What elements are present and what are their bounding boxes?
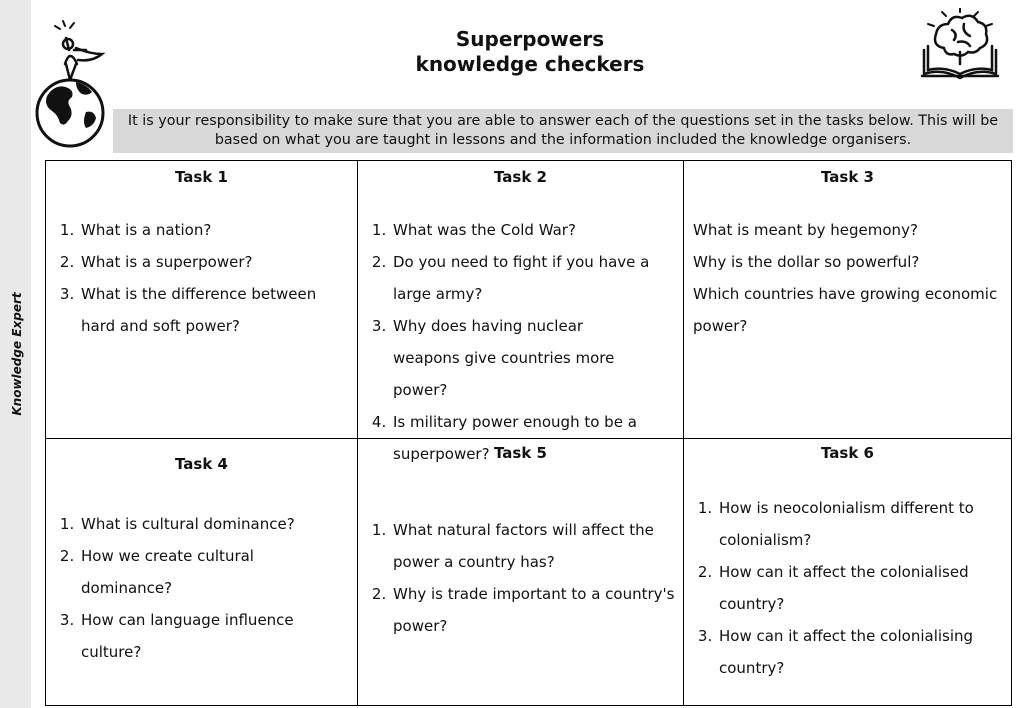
question-list xyxy=(358,514,677,642)
task-cell-5 xyxy=(357,438,683,705)
question-item: 2. How we create cultural dominance? xyxy=(79,540,349,604)
task-title: Task 6 xyxy=(821,444,874,462)
task-cell-4 xyxy=(46,438,357,705)
task-title: Task 1 xyxy=(175,168,228,186)
task-title: Task 4 xyxy=(175,455,228,473)
page-title xyxy=(380,27,680,77)
task-grid xyxy=(45,160,1012,706)
task-cell-6 xyxy=(683,438,1011,705)
question-item: 1. How is neocolonialism different to colonialism? xyxy=(717,492,997,556)
intro-text: It is your responsibility to make sure that you are able to answer each of the questions set in the tasks below. This will be based on what you are taught in lessons and the information included the knowledge organisers. xyxy=(113,109,1013,153)
question-item: 1. What was the Cold War? xyxy=(391,214,653,246)
question-item: 3. What is the difference between hard and soft power? xyxy=(79,278,327,342)
task-cell-1 xyxy=(46,161,357,438)
question-list xyxy=(46,214,327,342)
question-item: Why is the dollar so powerful? xyxy=(693,253,920,271)
question-item: 4. Is military power enough to be a superpower? xyxy=(391,406,653,470)
question-item: 1. What is cultural dominance? xyxy=(79,508,349,540)
question-item: 1. What is a nation? xyxy=(79,214,327,246)
title-line-1: Superpowers xyxy=(455,27,605,51)
brain-book-icon xyxy=(918,8,1002,84)
question-item: 3. How can it affect the colonialising country? xyxy=(717,620,997,684)
question-item: Which countries have growing economic power? xyxy=(693,285,998,335)
question-list xyxy=(358,214,653,470)
task-title: Task 5 xyxy=(494,444,547,462)
question-item: 3. How can language influence culture? xyxy=(79,604,349,668)
question-item: 2. Do you need to fight if you have a large army? xyxy=(391,246,653,310)
question-item: 3. Why does having nuclear weapons give countries more power? xyxy=(391,310,653,406)
superhero-on-globe-icon xyxy=(30,20,110,150)
question-item: 2. What is a superpower? xyxy=(79,246,327,278)
question-item: What is meant by hegemony? xyxy=(693,221,918,239)
task-title: Task 3 xyxy=(821,168,874,186)
question-item: 2. Why is trade important to a country's power? xyxy=(391,578,677,642)
task-title: Task 2 xyxy=(494,168,547,186)
side-label: Knowledge Expert xyxy=(10,292,24,416)
question-list xyxy=(684,492,997,684)
task-cell-3 xyxy=(683,161,1011,438)
question-item: 1. What natural factors will affect the power a country has? xyxy=(391,514,677,578)
side-strip xyxy=(0,0,31,708)
title-line-2: knowledge checkers xyxy=(415,52,645,76)
question-list xyxy=(46,508,349,668)
question-item: 2. How can it affect the colonialised country? xyxy=(717,556,997,620)
question-list xyxy=(693,214,1003,342)
